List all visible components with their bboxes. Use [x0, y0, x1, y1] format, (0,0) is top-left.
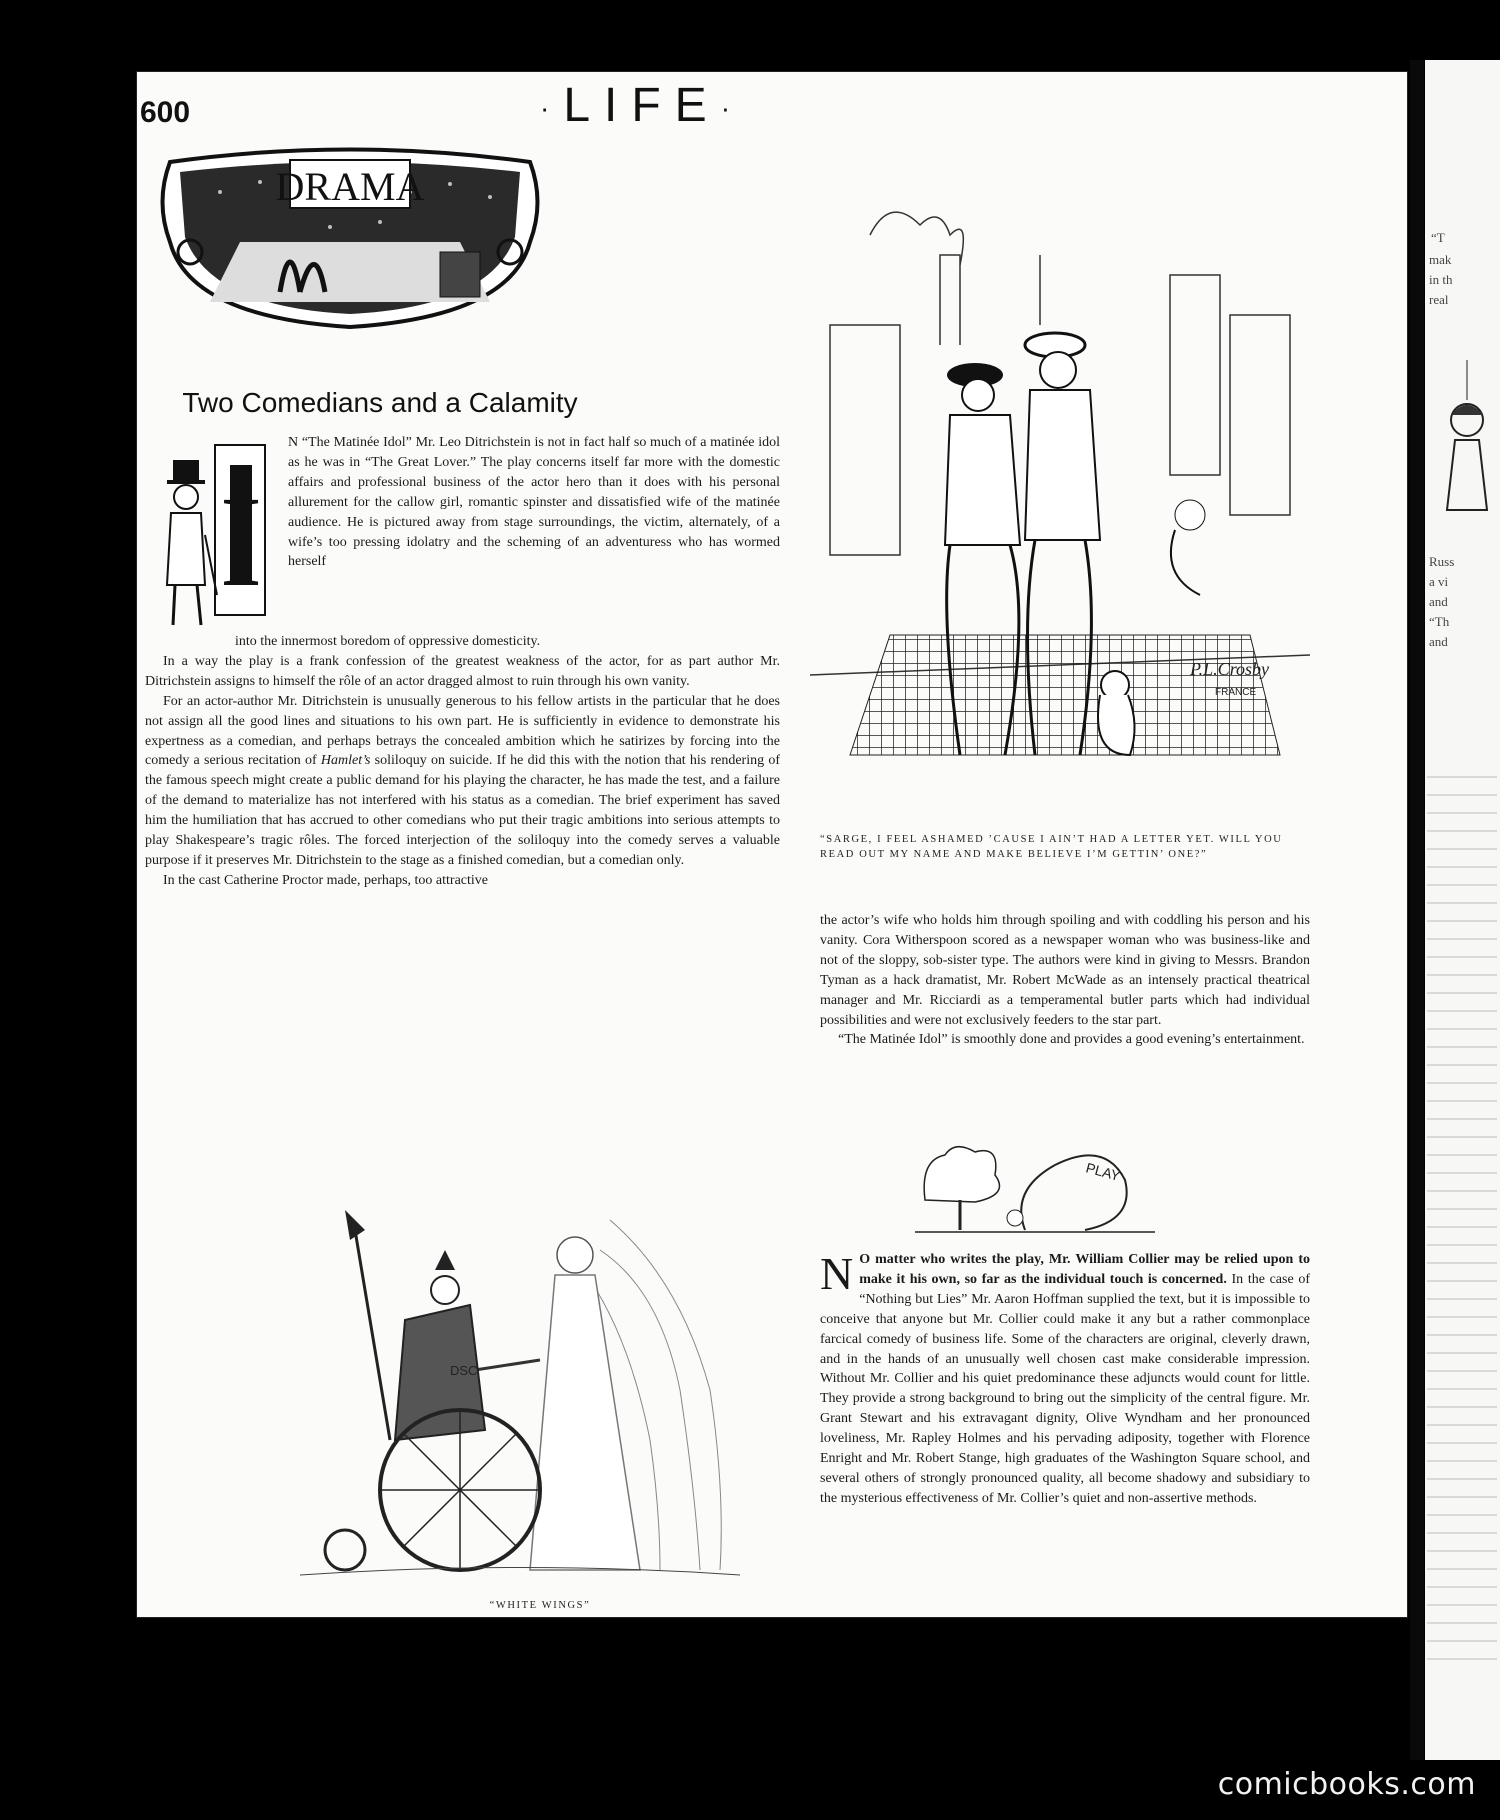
article1-intro [288, 433, 780, 572]
cartoon-signature: P.L.Crosby [1190, 659, 1270, 679]
white-wings-caption: “WHITE WINGS” [489, 1600, 591, 1611]
article2 [820, 1250, 1310, 1509]
adjacent-fragment: in th [1429, 272, 1453, 287]
article1-paragraph: In a way the play is a frank confession of the greatest weakness of the actor, for as part author Mr. Ditrichstein assigns to himself the rôle of an actor dragged almost to ruin through his own vanity. [145, 653, 780, 689]
page-number: 600 [140, 96, 191, 129]
masthead [540, 78, 744, 133]
adjacent-fragment: and [1429, 634, 1448, 649]
adjacent-cartoon-figure [1437, 360, 1497, 540]
wheelchair-label: DSC [450, 1363, 478, 1378]
article1-paragraph: the actor’s wife who holds him through spoiling and with coddling his person and his vanity. Cora Witherspoon scored as a newspaper woman who was business-like and not of the sloppy, sob-sister type. The authors were kind in giving to Messrs. Brandon Tyman as a hack dramatist, Mr. Robert McWade as an intensely practical theatrical manager and Mr. Ricciardi as a temperamental butler parts which had individual possibilities and were not exclusively feeders to the star part. [820, 913, 1310, 1028]
dropcap-letter: I [219, 470, 263, 614]
masthead-title: LIFE [563, 79, 721, 132]
article2-body: In the case of “Nothing but Lies” Mr. Aaron Hoffman supplied the text, but it is impossible to conceive that anyone but Mr. Collier could make it any but a rather commonplace farcical comedy of business life. Some of the characters are original, cleverly drawn, and in the hands of an unusually well chosen cast make considerable impression. Without Mr. Collier and his quiet predominance these adjuncts would count for little. They provide a strong background to bring out the simplicity of the central figure. Mr. Grant Stewart and his extravagant dignity, Olive Wyndham and her pronounced loveliness, Mr. Rapley Holmes and his pervading adiposity, together with Florence Enright and Mr. Robert Stange, high graduates of the Washington Square school, and several others of strongly pronounced quality, all become shadowy and subsidiary to the mysterious effectiveness of Mr. Collier’s quiet and non-assertive methods. [820, 1271, 1310, 1506]
article1-paragraph: N “The Matinée Idol” Mr. Leo Ditrichstein is not in fact half so much of a matinée idol as he was in “The Great Lover.” The play concerns itself far more with the domestic affairs and professional business of the actor hero than it does with his personal allurement for the callow girl, romantic spinster and dissatisfied wife of the matinée audience. He is pictured away from stage surroundings, the victim, alternately, of a wife’s too pressing idolatry and the scheming of an adventuress who has wormed herself [288, 435, 780, 570]
banner-title: DRAMA [275, 164, 425, 209]
adjacent-fragment: mak [1429, 252, 1452, 267]
article2-paragraph [820, 1250, 1310, 1509]
soldiers-cartoon [810, 195, 1310, 815]
adjacent-fragment: “Th [1429, 614, 1450, 629]
article2-dropcap: N [820, 1248, 854, 1299]
cartoon-signature-sub: FRANCE [1215, 687, 1257, 698]
adjacent-index-text [1427, 760, 1497, 1660]
adjacent-fragment: a vi [1429, 574, 1449, 589]
dropcap-illustration [145, 435, 270, 635]
adjacent-fragment: “T [1431, 230, 1445, 245]
article2-lead: O matter who writes the play, Mr. William Collier may be relied upon to make it his own, so far as the individual touch is concerned. [859, 1252, 1310, 1287]
adjacent-fragment: and [1429, 594, 1448, 609]
masthead-dot: · [540, 92, 564, 124]
play-vignette-illustration [915, 1140, 1155, 1235]
soldiers-cartoon-caption: “SARGE, I FEEL ASHAMED ’CAUSE I AIN’T HAD A LETTER YET. WILL YOU READ OUT MY NAME AND MAKE BELIEVE I’M GETTIN’ ONE?” [820, 834, 1283, 860]
masthead-dot: · [720, 92, 745, 124]
article1-body [145, 632, 780, 891]
adjacent-fragment: Russ [1429, 554, 1455, 569]
adjacent-page [1425, 60, 1500, 1760]
article1-paragraph: In the cast Catherine Proctor made, perhaps, too attractive [163, 872, 488, 888]
adjacent-fragment: real [1429, 292, 1449, 307]
play-label: PLAY [1084, 1159, 1122, 1184]
watermark: comicbooks.com [1217, 1767, 1476, 1802]
article1-paragraph: “The Matinée Idol” is smoothly done and provides a good evening’s entertainment. [838, 1032, 1305, 1048]
page-gutter [1410, 60, 1424, 1760]
article1-paragraph: For an actor-author Mr. Ditrichstein is unusually generous to his fellow artists in the particular that he does not assign all the good lines and situations to his own part. He is sufficiently in evidence to demonstrate his expertness as a comedian, and perhaps betrays the concealed ambition which he satirizes by forcing into the comedy a serious recitation of Hamlet’s soliloquy on suicide. If he did this with the notion that his rendering of the famous speech might create a public demand for his playing the character, he has made the test, and a failure of the demand to materialize has not interfered with his status as a comedian. The brief experiment has saved him the humiliation that has accrued to other comedians who put their tragic ambitions into serious attempts to play Shakespeare’s tragic rôles. The forced interjection of the soliloquy into the comedy serves a valuable purpose if it preserves Mr. Ditrichstein to the stage as a finished comedian, but a comedian only. [145, 693, 781, 868]
article-headline: Two Comedians and a Calamity [182, 387, 578, 418]
article1-continued [820, 911, 1310, 1050]
drama-banner-illustration [150, 142, 550, 332]
white-wings-cartoon [300, 1190, 740, 1590]
article1-paragraph: into the innermost boredom of oppressive domesticity. [235, 634, 541, 649]
